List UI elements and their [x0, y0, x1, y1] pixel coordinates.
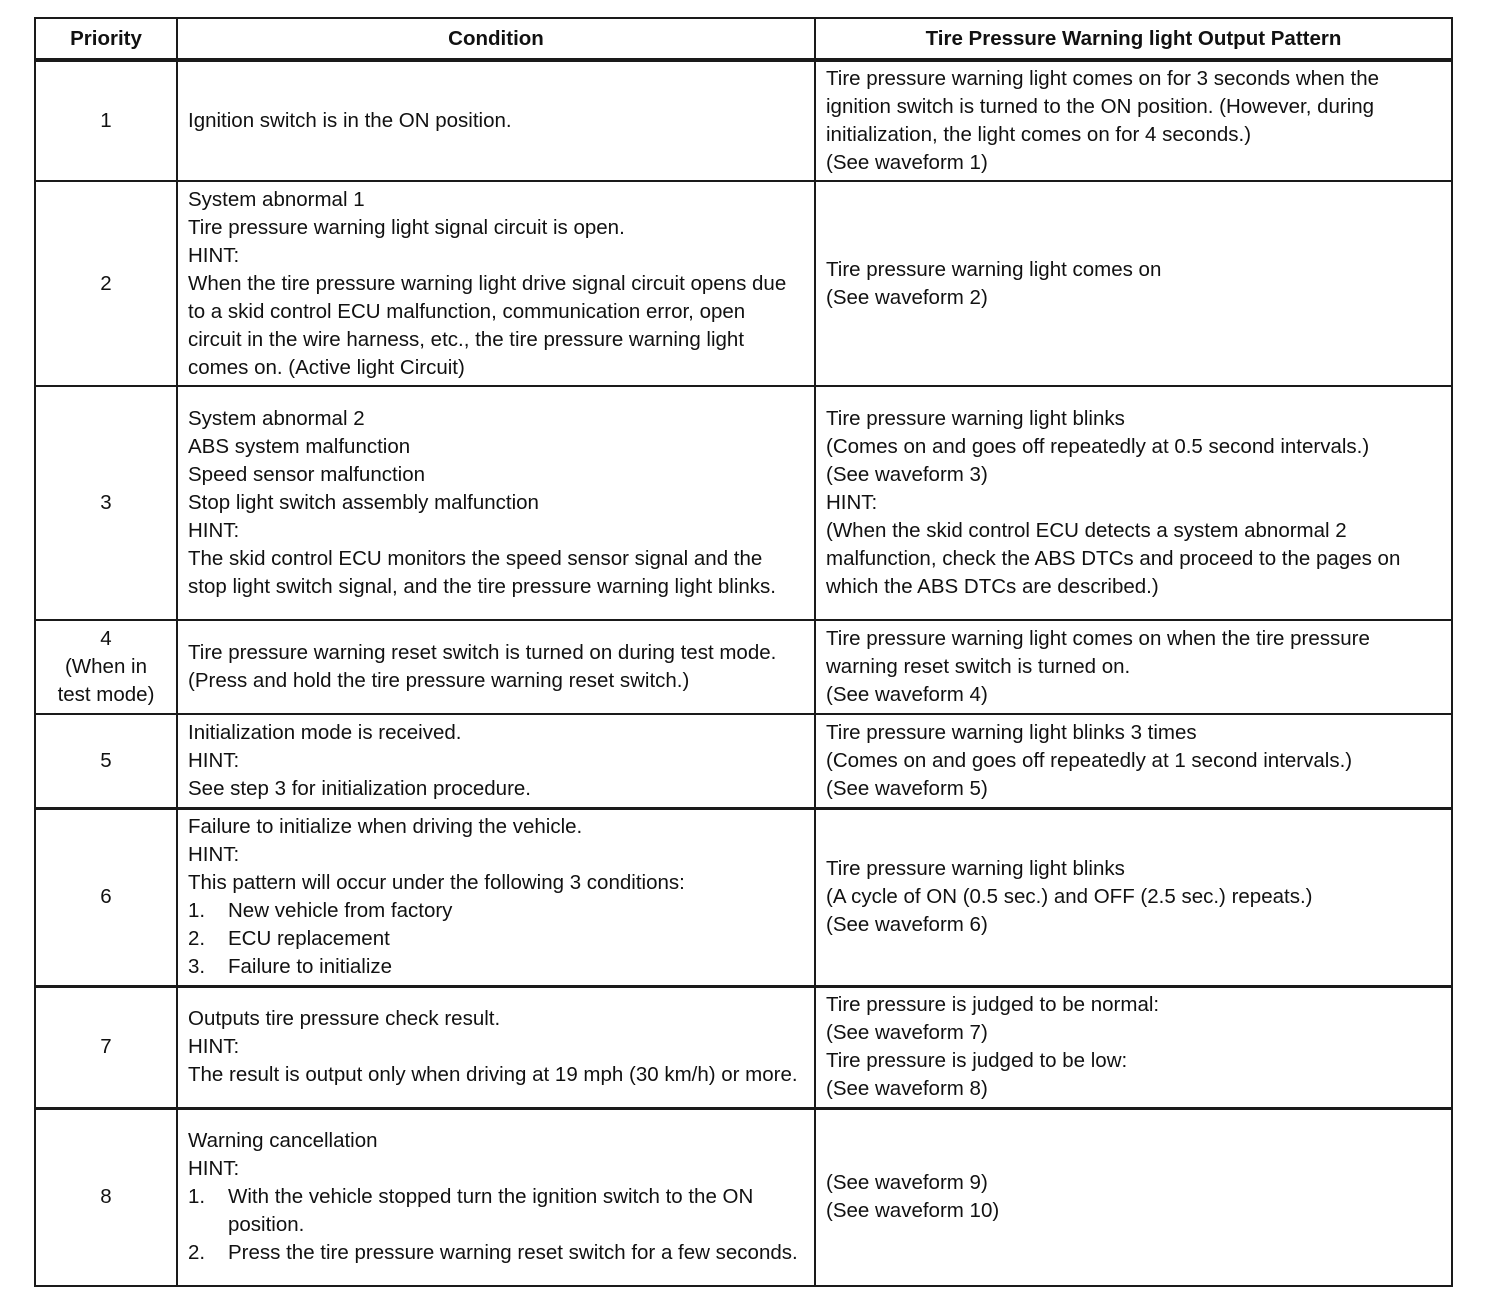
condition-cell — [177, 1108, 815, 1286]
priority-cell — [35, 181, 177, 386]
condition-line: The skid control ECU monitors the speed sensor signal and the stop light switch signal, and the tire pressure warning light blinks. — [188, 547, 776, 598]
pattern-line: Tire pressure is judged to be low: — [826, 1049, 1128, 1072]
pattern-line: (Comes on and goes off repeatedly at 0.5 second intervals.) — [826, 435, 1370, 458]
priority-cell — [35, 620, 177, 714]
condition-cell — [177, 808, 815, 986]
header-row — [35, 18, 1452, 60]
list-item — [188, 953, 804, 981]
list-item — [188, 925, 804, 953]
table-row — [35, 808, 1452, 986]
priority-cell — [35, 808, 177, 986]
header-priority: Priority — [35, 18, 177, 60]
priority-value: 3 — [100, 491, 112, 514]
condition-line: Ignition switch is in the ON position. — [188, 109, 512, 132]
list-item — [188, 1183, 804, 1239]
header-condition: Condition — [177, 18, 815, 60]
priority-value: 6 — [100, 885, 112, 908]
pattern-cell — [815, 808, 1452, 986]
condition-line: Initialization mode is received. — [188, 720, 462, 744]
pattern-cell — [815, 386, 1452, 620]
header-pattern: Tire Pressure Warning light Output Pattern — [815, 18, 1452, 60]
pattern-cell — [815, 1108, 1452, 1286]
priority-value: 4 — [100, 627, 112, 650]
priority-value: 5 — [100, 748, 112, 772]
table-row — [35, 714, 1452, 808]
pattern-line: (See waveform 1) — [826, 151, 988, 174]
pattern-line: (When the skid control ECU detects a system abnormal 2 malfunction, check the ABS DTCs and proceed to the pages on which the ABS DTCs are described.) — [826, 519, 1401, 598]
list-text: With the vehicle stopped turn the ignition switch to the ON position. — [228, 1185, 754, 1237]
priority-value: 8 — [100, 1185, 112, 1209]
condition-line: When the tire pressure warning light drive signal circuit opens due to a skid control ECU malfunction, communication error, open circuit in the wire harness, etc., the tire pressure warning light comes on. (Active light Circuit) — [188, 271, 787, 379]
list-text: New vehicle from factory — [228, 899, 453, 922]
condition-line: Speed sensor malfunction — [188, 463, 426, 486]
condition-line: HINT: — [188, 1035, 240, 1058]
priority-cell — [35, 714, 177, 808]
pattern-cell — [815, 620, 1452, 714]
pattern-line: (See waveform 4) — [826, 683, 988, 706]
condition-line: Tire pressure warning light signal circuit is open. — [188, 215, 625, 239]
condition-line: HINT: — [188, 243, 240, 267]
pattern-cell — [815, 714, 1452, 808]
condition-line: Warning cancellation — [188, 1129, 378, 1153]
priority-cell — [35, 60, 177, 181]
pattern-line: (See waveform 7) — [826, 1021, 988, 1044]
pattern-line: Tire pressure warning light blinks 3 times — [826, 720, 1197, 744]
priority-value: 1 — [100, 109, 112, 132]
table-row — [35, 620, 1452, 714]
condition-line: This pattern will occur under the following 3 conditions: — [188, 871, 685, 894]
pattern-line: Tire pressure warning light comes on when the tire pressure warning reset switch is turned on. — [826, 627, 1370, 678]
condition-line: System abnormal 1 — [188, 187, 365, 211]
condition-cell — [177, 60, 815, 181]
list-item — [188, 897, 804, 925]
condition-line: HINT: — [188, 843, 240, 866]
priority-note: test mode) — [57, 683, 155, 706]
pattern-cell — [815, 60, 1452, 181]
condition-line: See step 3 for initialization procedure. — [188, 776, 532, 800]
list-text: Failure to initialize — [228, 955, 393, 978]
pattern-line: (See waveform 2) — [826, 285, 988, 309]
pattern-line: (A cycle of ON (0.5 sec.) and OFF (2.5 sec.) repeats.) — [826, 885, 1313, 908]
pattern-line: (See waveform 10) — [826, 1199, 1000, 1223]
table-row — [35, 181, 1452, 386]
pattern-line: (See waveform 8) — [826, 1077, 988, 1100]
table-row — [35, 986, 1452, 1108]
list-text: ECU replacement — [228, 927, 390, 950]
condition-line: Stop light switch assembly malfunction — [188, 491, 539, 514]
condition-line: ABS system malfunction — [188, 435, 411, 458]
condition-line: HINT: — [188, 748, 240, 772]
pattern-line: HINT: — [826, 491, 878, 514]
condition-cell — [177, 181, 815, 386]
priority-table — [34, 17, 1453, 1287]
condition-line: System abnormal 2 — [188, 407, 365, 430]
priority-value: 2 — [100, 271, 112, 295]
pattern-line: Tire pressure warning light comes on for 3 seconds when the ignition switch is turned to the ON position. (However, during initialization, the light comes on for 4 seconds.) — [826, 67, 1380, 146]
pattern-line: Tire pressure warning light comes on — [826, 257, 1162, 281]
table-row — [35, 386, 1452, 620]
list-number: 2. — [188, 1241, 206, 1265]
condition-cell — [177, 986, 815, 1108]
condition-cell — [177, 620, 815, 714]
pattern-line: (Comes on and goes off repeatedly at 1 second intervals.) — [826, 748, 1353, 772]
pattern-cell — [815, 986, 1452, 1108]
pattern-line: (See waveform 3) — [826, 463, 988, 486]
priority-note: (When in — [64, 655, 148, 678]
condition-line: HINT: — [188, 519, 240, 542]
priority-cell — [35, 986, 177, 1108]
list-number: 3. — [188, 955, 206, 978]
pattern-line: (See waveform 9) — [826, 1171, 988, 1195]
pattern-line: Tire pressure is judged to be normal: — [826, 993, 1160, 1016]
list-item — [188, 1239, 804, 1267]
priority-cell — [35, 386, 177, 620]
table-row — [35, 60, 1452, 181]
list-number: 2. — [188, 927, 206, 950]
condition-line: Tire pressure warning reset switch is turned on during test mode. — [188, 641, 777, 664]
pattern-line: (See waveform 5) — [826, 776, 988, 800]
list-text: Press the tire pressure warning reset switch for a few seconds. — [228, 1241, 798, 1265]
pattern-line: Tire pressure warning light blinks — [826, 407, 1125, 430]
pattern-cell — [815, 181, 1452, 386]
priority-cell — [35, 1108, 177, 1286]
condition-cell — [177, 386, 815, 620]
condition-line: Failure to initialize when driving the vehicle. — [188, 815, 583, 838]
condition-line: HINT: — [188, 1157, 240, 1181]
condition-cell — [177, 714, 815, 808]
condition-line: The result is output only when driving at 19 mph (30 km/h) or more. — [188, 1063, 798, 1086]
condition-line: Outputs tire pressure check result. — [188, 1007, 501, 1030]
table-row — [35, 1108, 1452, 1286]
condition-line: (Press and hold the tire pressure warning reset switch.) — [188, 669, 690, 692]
pattern-line: (See waveform 6) — [826, 913, 988, 936]
list-number: 1. — [188, 899, 206, 922]
pattern-line: Tire pressure warning light blinks — [826, 857, 1125, 880]
list-number: 1. — [188, 1185, 206, 1209]
priority-value: 7 — [100, 1035, 112, 1058]
